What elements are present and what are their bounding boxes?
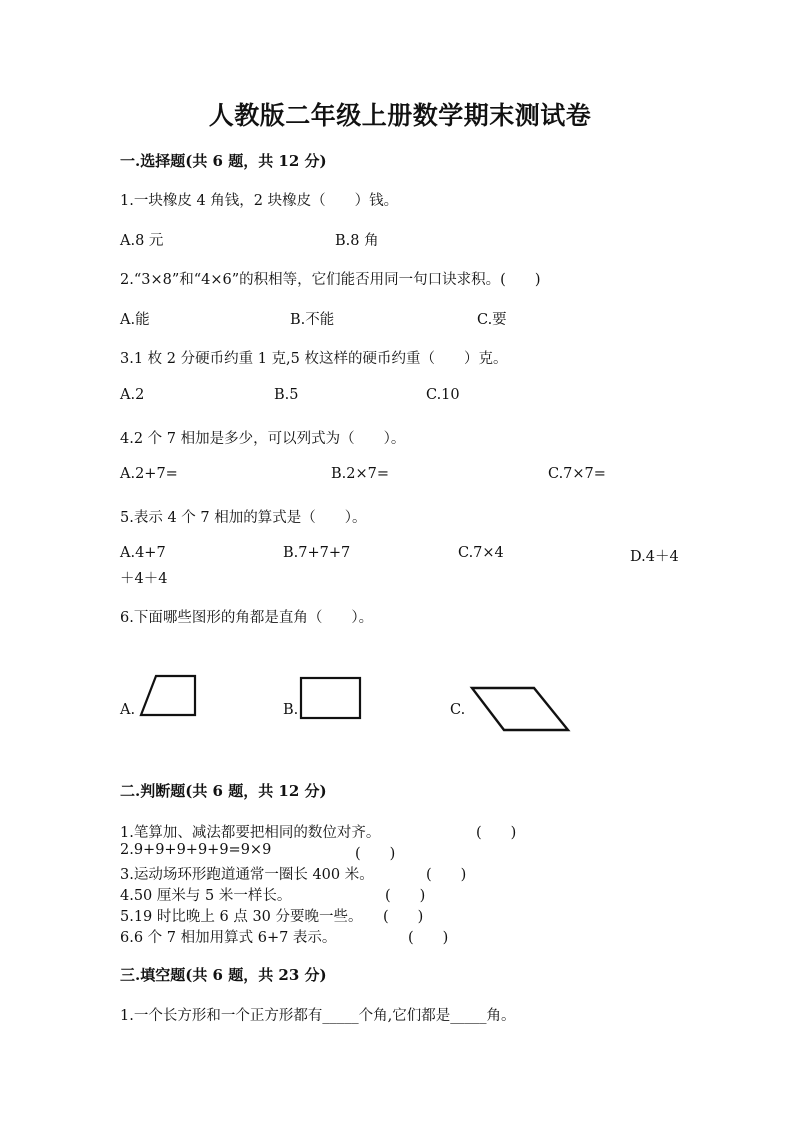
q6-option-b: B. [283,702,299,718]
section-heading-judgement: 二.判断题(共 6 题，共 12 分) [120,782,327,800]
q1-option-a: A.8 元 [120,233,164,249]
trapezoid-shape [138,672,200,720]
q2-option-c: C.要 [477,312,507,328]
q3-option-b: B.5 [274,387,299,403]
judgement-blank-1: ( ) [476,825,517,841]
q5-option-d-continued: ＋4＋4 [120,571,168,587]
q4-option-b: B.2×7= [331,466,390,482]
q4-option-c: C.7×7= [548,466,606,482]
judgement-blank-6: ( ) [408,930,449,946]
question-6: 6.下面哪些图形的角都是直角（ ）。 [120,610,374,626]
judgement-blank-4: ( ) [385,888,426,904]
q4-option-a: A.2+7= [120,466,178,482]
q1-option-b: B.8 角 [335,233,379,249]
q2-option-a: A.能 [120,312,150,328]
q5-option-b: B.7+7+7 [283,545,351,561]
q6-option-c: C. [450,702,466,718]
parallelogram-shape [468,684,572,734]
judgement-blank-3: ( ) [426,867,467,883]
fill-in-question-1: 1.一个长方形和一个正方形都有_____个角,它们都是_____角。 [120,1008,516,1024]
judgement-item-1: 1.笔算加、减法都要把相同的数位对齐。 [120,825,381,841]
judgement-item-3: 3.运动场环形跑道通常一圈长 400 米。 [120,867,374,883]
q5-option-a: A.4+7 [120,545,166,561]
question-4: 4.2 个 7 相加是多少，可以列式为（ ）。 [120,431,406,447]
section-heading-fill-in: 三.填空题(共 6 题，共 23 分) [120,966,327,984]
q6-option-a: A. [120,702,136,718]
question-5: 5.表示 4 个 7 相加的算式是（ ）。 [120,510,367,526]
rectangle-shape [298,675,364,721]
page-title: 人教版二年级上册数学期末测试卷 [208,101,592,130]
judgement-item-2: 2.9+9+9+9+9=9×9 [120,842,272,858]
judgement-item-4: 4.50 厘米与 5 米一样长。 [120,888,292,904]
q5-option-c: C.7×4 [458,545,504,561]
question-3: 3.1 枚 2 分硬币约重 1 克,5 枚这样的硬币约重（ ）克。 [120,351,508,367]
judgement-blank-5: ( ) [383,909,424,925]
question-1: 1.一块橡皮 4 角钱，2 块橡皮（ ）钱。 [120,193,399,209]
judgement-item-5: 5.19 时比晚上 6 点 30 分要晚一些。 [120,909,363,925]
q5-option-d: D.4＋4 [630,549,679,565]
q2-option-b: B.不能 [290,312,335,328]
q3-option-c: C.10 [426,387,460,403]
q3-option-a: A.2 [120,387,145,403]
judgement-blank-2: ( ) [355,846,396,862]
section-heading-choice: 一.选择题(共 6 题，共 12 分) [120,152,327,170]
question-2: 2.“3×8”和“4×6”的积相等，它们能否用同一句口诀求积。( ) [120,272,541,288]
judgement-item-6: 6.6 个 7 相加用算式 6+7 表示。 [120,930,337,946]
